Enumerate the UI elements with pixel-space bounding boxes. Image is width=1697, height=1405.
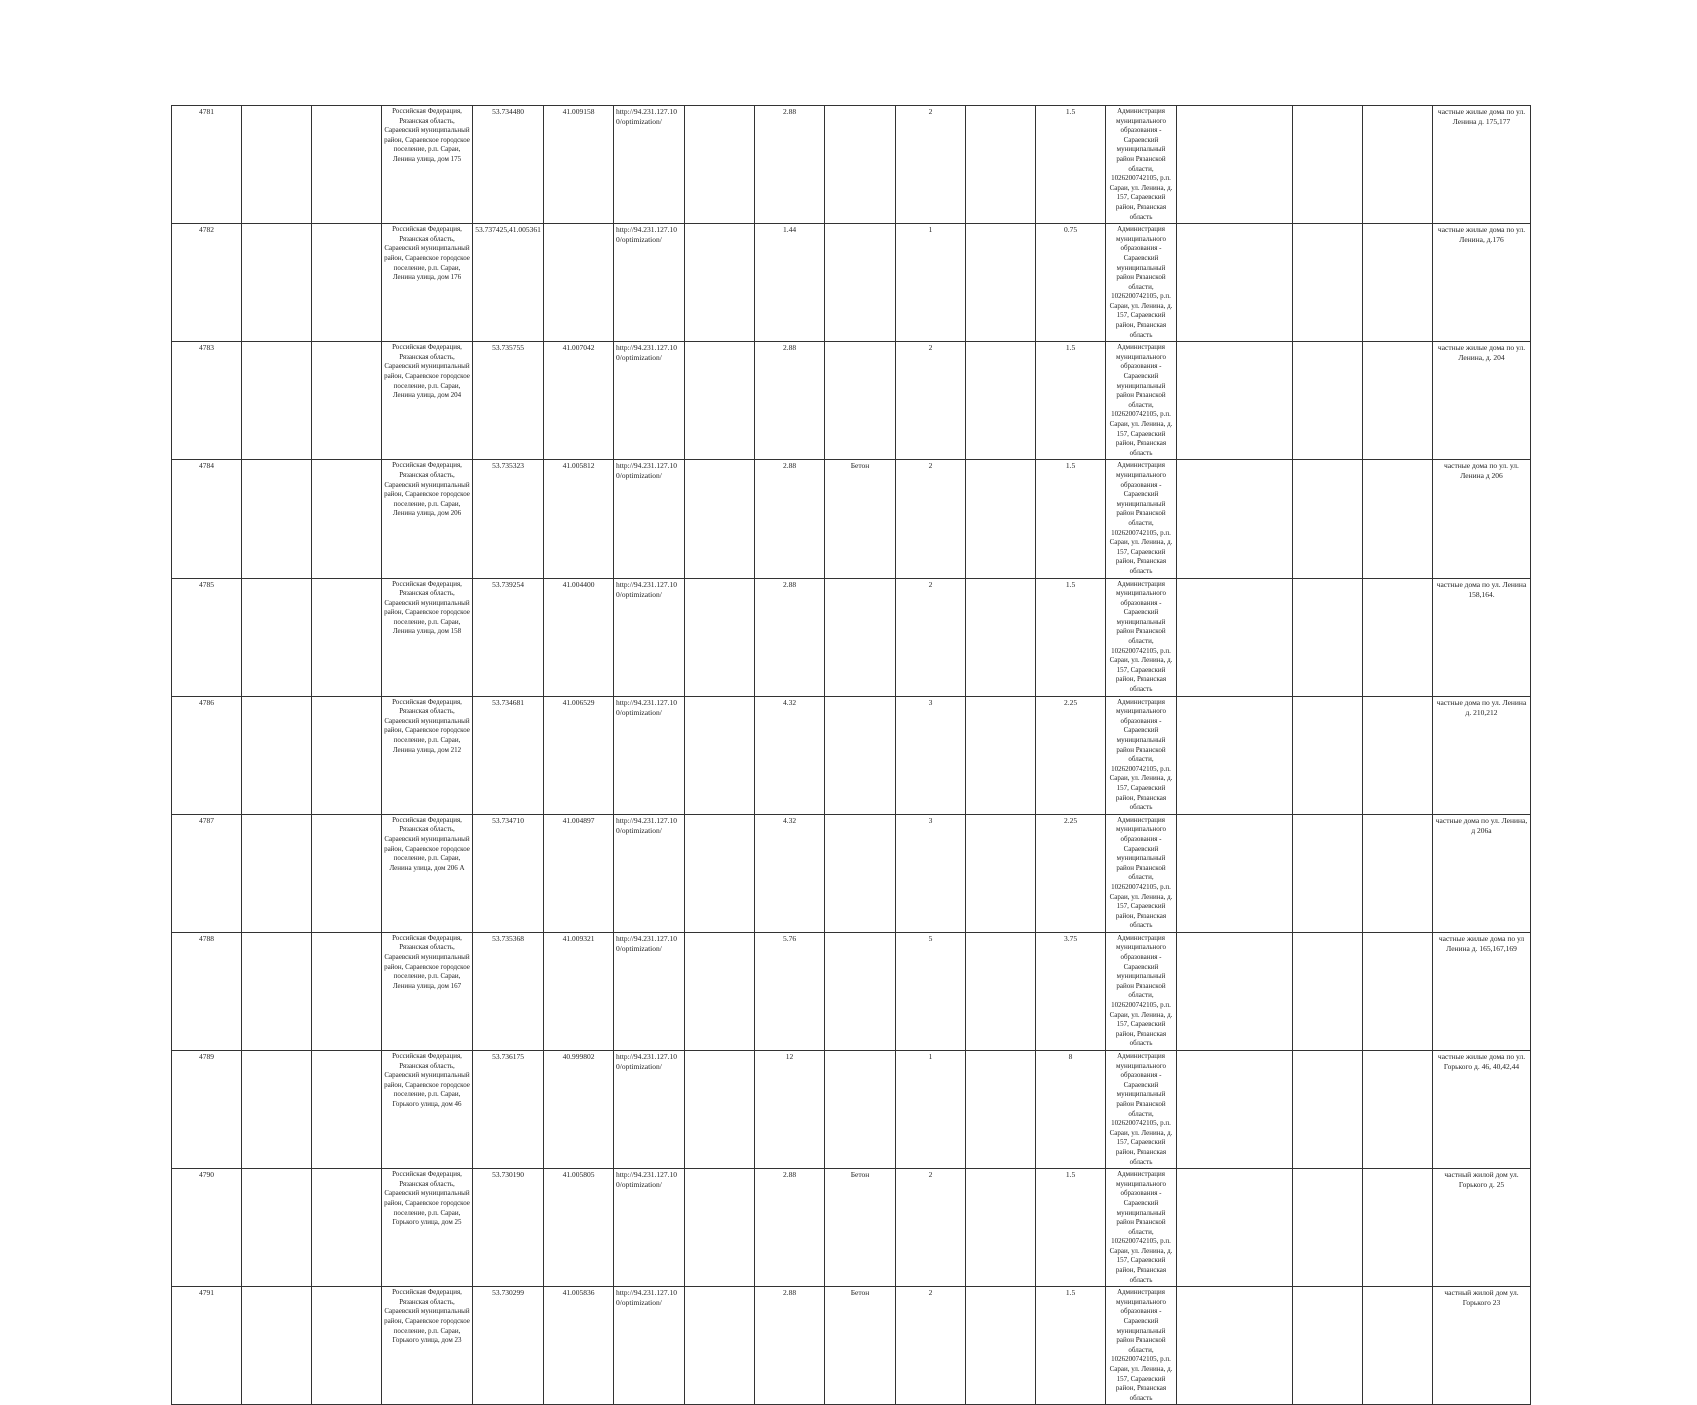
empty-cell: [1293, 224, 1363, 342]
area-cell: 2.88: [755, 460, 825, 578]
row-number: 4791: [172, 1287, 242, 1405]
registry-table: [171, 105, 1531, 1405]
latitude-cell: 53.730299: [473, 1287, 544, 1405]
empty-cell: [1177, 342, 1293, 460]
empty-cell: [966, 1169, 1036, 1287]
empty-cell: [966, 696, 1036, 814]
empty-cell: [685, 696, 755, 814]
row-number: 4785: [172, 578, 242, 696]
empty-cell: [1363, 224, 1433, 342]
count-cell: 2: [896, 1287, 966, 1405]
count-cell: 1: [896, 1051, 966, 1169]
latitude-cell: 53.735368: [473, 932, 544, 1050]
material-cell: Бетон: [825, 1169, 896, 1287]
material-cell: [825, 578, 896, 696]
empty-cell: [1293, 106, 1363, 224]
sources-cell: частные жилые дома по ул. Ленина, д.176: [1433, 224, 1531, 342]
longitude-cell: 40.999802: [544, 1051, 614, 1169]
empty-cell: [1177, 224, 1293, 342]
longitude-cell: 41.005836: [544, 1287, 614, 1405]
url-cell: http://94.231.127.10 0/optimization/: [614, 1287, 685, 1405]
address-cell: Российская Федерация, Рязанская область, Сараевский муниципальный район, Сараевское городское поселение, р.п. Сараи, Ленина улица, дом 175: [382, 106, 473, 224]
empty-cell: [242, 460, 312, 578]
empty-cell: [312, 696, 382, 814]
empty-cell: [1363, 578, 1433, 696]
longitude-cell: [544, 224, 614, 342]
volume-cell: 1.5: [1036, 460, 1106, 578]
latitude-cell: 53.734480: [473, 106, 544, 224]
empty-cell: [1293, 578, 1363, 696]
address-cell: Российская Федерация, Рязанская область, Сараевский муниципальный район, Сараевское городское поселение, р.п. Сараи, Горького улица, дом 23: [382, 1287, 473, 1405]
address-cell: Российская Федерация, Рязанская область, Сараевский муниципальный район, Сараевское городское поселение, р.п. Сараи, Ленина улица, дом 206: [382, 460, 473, 578]
empty-cell: [1177, 106, 1293, 224]
area-cell: 4.32: [755, 814, 825, 932]
area-cell: 2.88: [755, 106, 825, 224]
owner-cell: Администрация муниципального образования - Сараевский муниципальный район Рязанской области, 1026200742105, р.п. Сараи, ул. Ленина, д. 157, Сараевский район, Рязанская область: [1106, 696, 1177, 814]
area-cell: 2.88: [755, 578, 825, 696]
empty-cell: [685, 224, 755, 342]
empty-cell: [1293, 1287, 1363, 1405]
owner-cell: Администрация муниципального образования - Сараевский муниципальный район Рязанской области, 1026200742105, р.п. Сараи, ул. Ленина, д. 157, Сараевский район, Рязанская область: [1106, 1169, 1177, 1287]
owner-cell: Администрация муниципального образования - Сараевский муниципальный район Рязанской области, 1026200742105, р.п. Сараи, ул. Ленина, д. 157, Сараевский район, Рязанская область: [1106, 814, 1177, 932]
row-number: 4790: [172, 1169, 242, 1287]
empty-cell: [966, 578, 1036, 696]
address-cell: Российская Федерация, Рязанская область, Сараевский муниципальный район, Сараевское городское поселение, р.п. Сараи, Горького улица, дом 46: [382, 1051, 473, 1169]
longitude-cell: 41.007042: [544, 342, 614, 460]
volume-cell: 1.5: [1036, 1169, 1106, 1287]
table-body: [172, 106, 1531, 1405]
empty-cell: [966, 1287, 1036, 1405]
empty-cell: [242, 1169, 312, 1287]
table-row: [172, 460, 1531, 578]
empty-cell: [1363, 1051, 1433, 1169]
empty-cell: [685, 932, 755, 1050]
latitude-cell: 53.737425,41.005361: [473, 224, 544, 342]
empty-cell: [312, 106, 382, 224]
count-cell: 5: [896, 932, 966, 1050]
material-cell: [825, 696, 896, 814]
volume-cell: 1.5: [1036, 342, 1106, 460]
empty-cell: [242, 578, 312, 696]
empty-cell: [685, 578, 755, 696]
volume-cell: 2.25: [1036, 696, 1106, 814]
empty-cell: [1293, 460, 1363, 578]
empty-cell: [1293, 1169, 1363, 1287]
row-number: 4787: [172, 814, 242, 932]
empty-cell: [1177, 1051, 1293, 1169]
material-cell: [825, 932, 896, 1050]
table-row: [172, 578, 1531, 696]
address-cell: Российская Федерация, Рязанская область, Сараевский муниципальный район, Сараевское городское поселение, р.п. Сараи, Ленина улица, дом 212: [382, 696, 473, 814]
sources-cell: частные дома по ул. Ленина, д 206а: [1433, 814, 1531, 932]
address-cell: Российская Федерация, Рязанская область, Сараевский муниципальный район, Сараевское городское поселение, р.п. Сараи, Ленина улица, дом 176: [382, 224, 473, 342]
row-number: 4782: [172, 224, 242, 342]
material-cell: [825, 1051, 896, 1169]
row-number: 4789: [172, 1051, 242, 1169]
material-cell: [825, 814, 896, 932]
empty-cell: [1293, 932, 1363, 1050]
longitude-cell: 41.004400: [544, 578, 614, 696]
longitude-cell: 41.009158: [544, 106, 614, 224]
latitude-cell: 53.735755: [473, 342, 544, 460]
volume-cell: 3.75: [1036, 932, 1106, 1050]
empty-cell: [685, 1051, 755, 1169]
owner-cell: Администрация муниципального образования - Сараевский муниципальный район Рязанской области, 1026200742105, р.п. Сараи, ул. Ленина, д. 157, Сараевский район, Рязанская область: [1106, 342, 1177, 460]
empty-cell: [685, 814, 755, 932]
count-cell: 2: [896, 342, 966, 460]
table-row: [172, 224, 1531, 342]
empty-cell: [1363, 696, 1433, 814]
row-number: 4781: [172, 106, 242, 224]
empty-cell: [1177, 1169, 1293, 1287]
address-cell: Российская Федерация, Рязанская область, Сараевский муниципальный район, Сараевское городское поселение, р.п. Сараи, Ленина улица, дом 167: [382, 932, 473, 1050]
empty-cell: [312, 814, 382, 932]
empty-cell: [685, 460, 755, 578]
table-row: [172, 1169, 1531, 1287]
sources-cell: частные жилые дома по ул. Ленина д. 175,177: [1433, 106, 1531, 224]
count-cell: 3: [896, 696, 966, 814]
sources-cell: частные дома по ул. Ленина д. 210,212: [1433, 696, 1531, 814]
empty-cell: [242, 696, 312, 814]
empty-cell: [966, 106, 1036, 224]
count-cell: 3: [896, 814, 966, 932]
sources-cell: частные дома по ул. Ленина 158,164.: [1433, 578, 1531, 696]
table-row: [172, 342, 1531, 460]
owner-cell: Администрация муниципального образования - Сараевский муниципальный район Рязанской области, 1026200742105, р.п. Сараи, ул. Ленина, д. 157, Сараевский район, Рязанская область: [1106, 1051, 1177, 1169]
empty-cell: [242, 342, 312, 460]
empty-cell: [1293, 342, 1363, 460]
empty-cell: [1177, 1287, 1293, 1405]
empty-cell: [685, 1169, 755, 1287]
empty-cell: [1363, 106, 1433, 224]
count-cell: 2: [896, 106, 966, 224]
sources-cell: частные жилые дома по ул. Ленина, д. 204: [1433, 342, 1531, 460]
material-cell: [825, 224, 896, 342]
table-row: [172, 1287, 1531, 1405]
empty-cell: [1177, 696, 1293, 814]
sources-cell: частный жилой дом ул. Горького 23: [1433, 1287, 1531, 1405]
latitude-cell: 53.735323: [473, 460, 544, 578]
volume-cell: 2.25: [1036, 814, 1106, 932]
empty-cell: [685, 1287, 755, 1405]
url-cell: http://94.231.127.10 0/optimization/: [614, 1051, 685, 1169]
sources-cell: частный жилой дом ул. Горького д. 25: [1433, 1169, 1531, 1287]
area-cell: 4.32: [755, 696, 825, 814]
url-cell: http://94.231.127.10 0/optimization/: [614, 342, 685, 460]
empty-cell: [1363, 814, 1433, 932]
empty-cell: [966, 814, 1036, 932]
latitude-cell: 53.734681: [473, 696, 544, 814]
empty-cell: [1177, 814, 1293, 932]
owner-cell: Администрация муниципального образования - Сараевский муниципальный район Рязанской области, 1026200742105, р.п. Сараи, ул. Ленина, д. 157, Сараевский район, Рязанская область: [1106, 460, 1177, 578]
empty-cell: [312, 1169, 382, 1287]
empty-cell: [685, 106, 755, 224]
empty-cell: [966, 460, 1036, 578]
material-cell: Бетон: [825, 1287, 896, 1405]
row-number: 4788: [172, 932, 242, 1050]
area-cell: 2.88: [755, 1169, 825, 1287]
area-cell: 2.88: [755, 1287, 825, 1405]
sources-cell: частные жилые дома по ул. Горького д. 46, 40,42,44: [1433, 1051, 1531, 1169]
area-cell: 12: [755, 1051, 825, 1169]
longitude-cell: 41.009321: [544, 932, 614, 1050]
table-row: [172, 814, 1531, 932]
longitude-cell: 41.004897: [544, 814, 614, 932]
address-cell: Российская Федерация, Рязанская область, Сараевский муниципальный район, Сараевское городское поселение, р.п. Сараи, Горького улица, дом 25: [382, 1169, 473, 1287]
empty-cell: [1177, 932, 1293, 1050]
row-number: 4783: [172, 342, 242, 460]
sources-cell: частные жилые дома по ул Ленина д. 165,167,169: [1433, 932, 1531, 1050]
url-cell: http://94.231.127.10 0/optimization/: [614, 1169, 685, 1287]
empty-cell: [312, 224, 382, 342]
latitude-cell: 53.734710: [473, 814, 544, 932]
empty-cell: [1363, 932, 1433, 1050]
sources-cell: частные дома по ул. ул. Ленина д 206: [1433, 460, 1531, 578]
count-cell: 1: [896, 224, 966, 342]
row-number: 4784: [172, 460, 242, 578]
url-cell: http://94.231.127.10 0/optimization/: [614, 460, 685, 578]
volume-cell: 1.5: [1036, 106, 1106, 224]
owner-cell: Администрация муниципального образования - Сараевский муниципальный район Рязанской области, 1026200742105, р.п. Сараи, ул. Ленина, д. 157, Сараевский район, Рязанская область: [1106, 578, 1177, 696]
empty-cell: [242, 224, 312, 342]
empty-cell: [312, 578, 382, 696]
count-cell: 2: [896, 1169, 966, 1287]
empty-cell: [242, 1287, 312, 1405]
empty-cell: [1293, 814, 1363, 932]
empty-cell: [312, 342, 382, 460]
latitude-cell: 53.730190: [473, 1169, 544, 1287]
longitude-cell: 41.005805: [544, 1169, 614, 1287]
address-cell: Российская Федерация, Рязанская область, Сараевский муниципальный район, Сараевское городское поселение, р.п. Сараи, Ленина улица, дом 206 А: [382, 814, 473, 932]
volume-cell: 1.5: [1036, 1287, 1106, 1405]
area-cell: 1.44: [755, 224, 825, 342]
empty-cell: [1293, 1051, 1363, 1169]
owner-cell: Администрация муниципального образования - Сараевский муниципальный район Рязанской области, 1026200742105, р.п. Сараи, ул. Ленина, д. 157, Сараевский район, Рязанская область: [1106, 106, 1177, 224]
empty-cell: [685, 342, 755, 460]
owner-cell: Администрация муниципального образования - Сараевский муниципальный район Рязанской области, 1026200742105, р.п. Сараи, ул. Ленина, д. 157, Сараевский район, Рязанская область: [1106, 224, 1177, 342]
material-cell: [825, 106, 896, 224]
url-cell: http://94.231.127.10 0/optimization/: [614, 814, 685, 932]
url-cell: http://94.231.127.10 0/optimization/: [614, 224, 685, 342]
area-cell: 2.88: [755, 342, 825, 460]
empty-cell: [966, 932, 1036, 1050]
table-row: [172, 106, 1531, 224]
empty-cell: [242, 1051, 312, 1169]
volume-cell: 1.5: [1036, 578, 1106, 696]
owner-cell: Администрация муниципального образования - Сараевский муниципальный район Рязанской области, 1026200742105, р.п. Сараи, ул. Ленина, д. 157, Сараевский район, Рязанская область: [1106, 932, 1177, 1050]
volume-cell: 0.75: [1036, 224, 1106, 342]
address-cell: Российская Федерация, Рязанская область, Сараевский муниципальный район, Сараевское городское поселение, р.п. Сараи, Ленина улица, дом 158: [382, 578, 473, 696]
empty-cell: [1363, 342, 1433, 460]
count-cell: 2: [896, 578, 966, 696]
empty-cell: [242, 932, 312, 1050]
table-row: [172, 696, 1531, 814]
empty-cell: [242, 106, 312, 224]
latitude-cell: 53.739254: [473, 578, 544, 696]
empty-cell: [966, 1051, 1036, 1169]
empty-cell: [312, 932, 382, 1050]
row-number: 4786: [172, 696, 242, 814]
volume-cell: 8: [1036, 1051, 1106, 1169]
empty-cell: [242, 814, 312, 932]
longitude-cell: 41.006529: [544, 696, 614, 814]
empty-cell: [312, 1287, 382, 1405]
table-row: [172, 1051, 1531, 1169]
material-cell: [825, 342, 896, 460]
empty-cell: [966, 224, 1036, 342]
empty-cell: [1363, 1169, 1433, 1287]
owner-cell: Администрация муниципального образования - Сараевский муниципальный район Рязанской области, 1026200742105, р.п. Сараи, ул. Ленина, д. 157, Сараевский район, Рязанская область: [1106, 1287, 1177, 1405]
empty-cell: [1177, 460, 1293, 578]
empty-cell: [312, 1051, 382, 1169]
count-cell: 2: [896, 460, 966, 578]
table-row: [172, 932, 1531, 1050]
empty-cell: [966, 342, 1036, 460]
url-cell: http://94.231.127.10 0/optimization/: [614, 696, 685, 814]
empty-cell: [1293, 696, 1363, 814]
address-cell: Российская Федерация, Рязанская область, Сараевский муниципальный район, Сараевское городское поселение, р.п. Сараи, Ленина улица, дом 204: [382, 342, 473, 460]
longitude-cell: 41.005812: [544, 460, 614, 578]
empty-cell: [1363, 460, 1433, 578]
area-cell: 5.76: [755, 932, 825, 1050]
latitude-cell: 53.736175: [473, 1051, 544, 1169]
material-cell: Бетон: [825, 460, 896, 578]
empty-cell: [1177, 578, 1293, 696]
url-cell: http://94.231.127.10 0/optimization/: [614, 932, 685, 1050]
empty-cell: [1363, 1287, 1433, 1405]
url-cell: http://94.231.127.10 0/optimization/: [614, 578, 685, 696]
empty-cell: [312, 460, 382, 578]
url-cell: http://94.231.127.10 0/optimization/: [614, 106, 685, 224]
